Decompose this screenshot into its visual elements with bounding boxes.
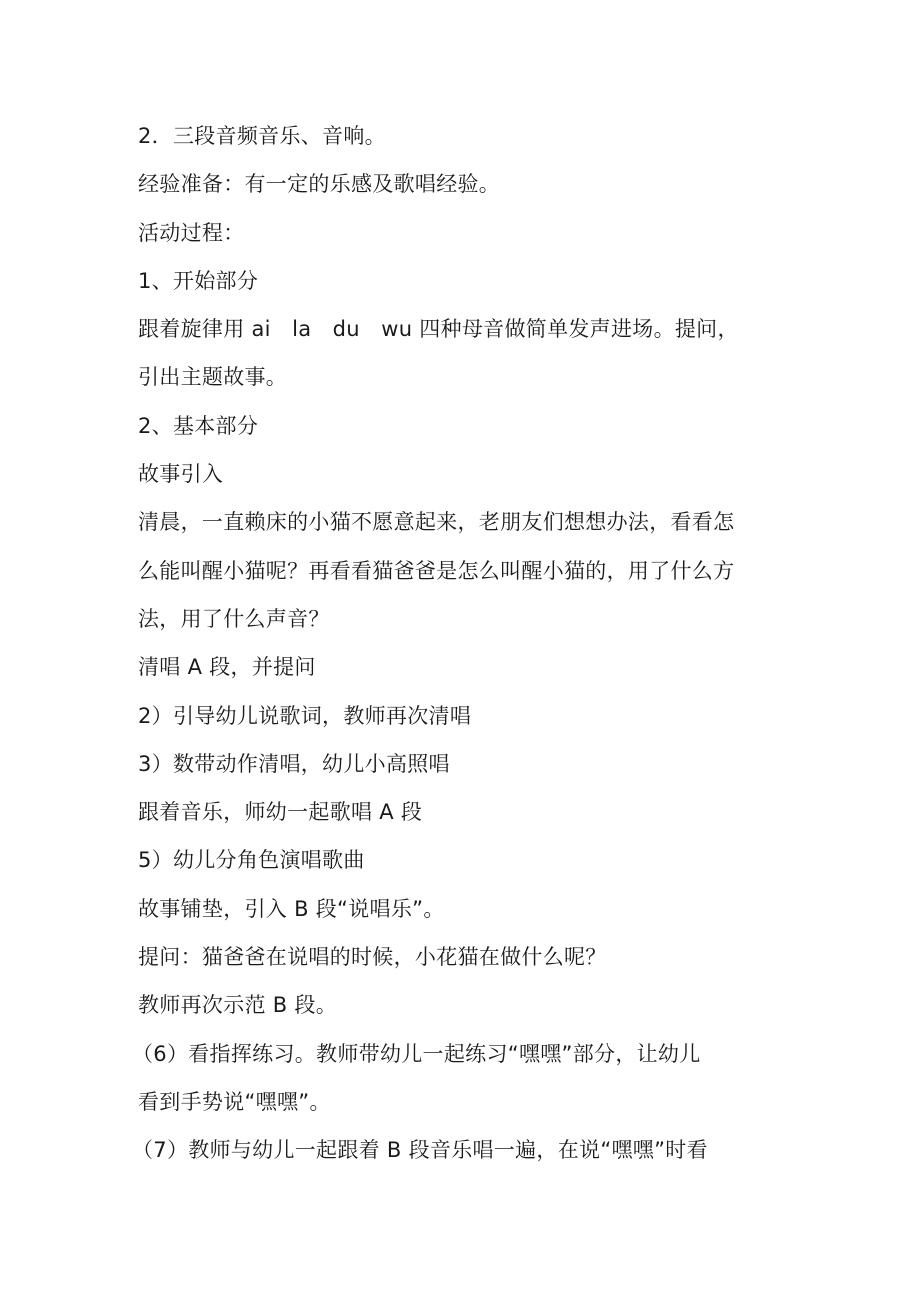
document-body — [132, 112, 788, 1175]
text-line-step-7: （7）教师与幼儿一起跟着 B 段音乐唱一遍，在说“嘿嘿”时看 — [132, 1138, 708, 1163]
text-line-vocal-warmup: 跟着旋律用 ai la du wu 四种母音做简单发声进场。提问， — [138, 317, 739, 342]
text-line-story-b: 故事铺垫，引入 B 段“说唱乐”。 — [138, 896, 445, 921]
text-line-materials-2: 2．三段音频音乐、音响。 — [138, 124, 386, 148]
text-line-step-2: 2）引导幼儿说歌词，教师再次清唱 — [138, 703, 472, 728]
text-line-story-2: 么能叫醒小猫呢？再看看猫爸爸是怎么叫醒小猫的，用了什么方 — [138, 558, 735, 583]
text-line-demo-b: 教师再次示范 B 段。 — [138, 993, 338, 1018]
text-line-story-3: 法，用了什么声音？ — [138, 606, 330, 631]
text-line-step-5: 5）幼儿分角色演唱歌曲 — [138, 848, 365, 873]
text-line-step-3: 3）数带动作清唱，幼儿小高照唱 — [138, 751, 450, 776]
text-line-step-6-cont: 看到手势说“嘿嘿”。 — [138, 1089, 331, 1114]
text-line-sing-together: 跟着音乐，师幼一起歌唱 A 段 — [138, 800, 423, 825]
text-line-section-start: 1、开始部分 — [138, 268, 259, 293]
text-line-experience: 经验准备：有一定的乐感及歌唱经验。 — [138, 172, 501, 197]
text-line-section-basic: 2、基本部分 — [138, 413, 259, 438]
text-line-process-heading: 活动过程： — [138, 220, 245, 245]
text-line-question: 提问：猫爸爸在说唱的时候，小花猫在做什么呢？ — [138, 945, 607, 970]
text-line-introduce-story: 引出主题故事。 — [138, 365, 288, 390]
text-line-story-1: 清晨，一直赖床的小猫不愿意起来，老朋友们想想办法，看看怎 — [138, 510, 735, 535]
text-line-sing-a: 清唱 A 段，并提问 — [138, 655, 316, 680]
text-line-story-intro: 故事引入 — [138, 462, 224, 487]
text-line-step-6: （6）看指挥练习。教师带幼儿一起练习“嘿嘿”部分，让幼儿 — [132, 1041, 701, 1066]
